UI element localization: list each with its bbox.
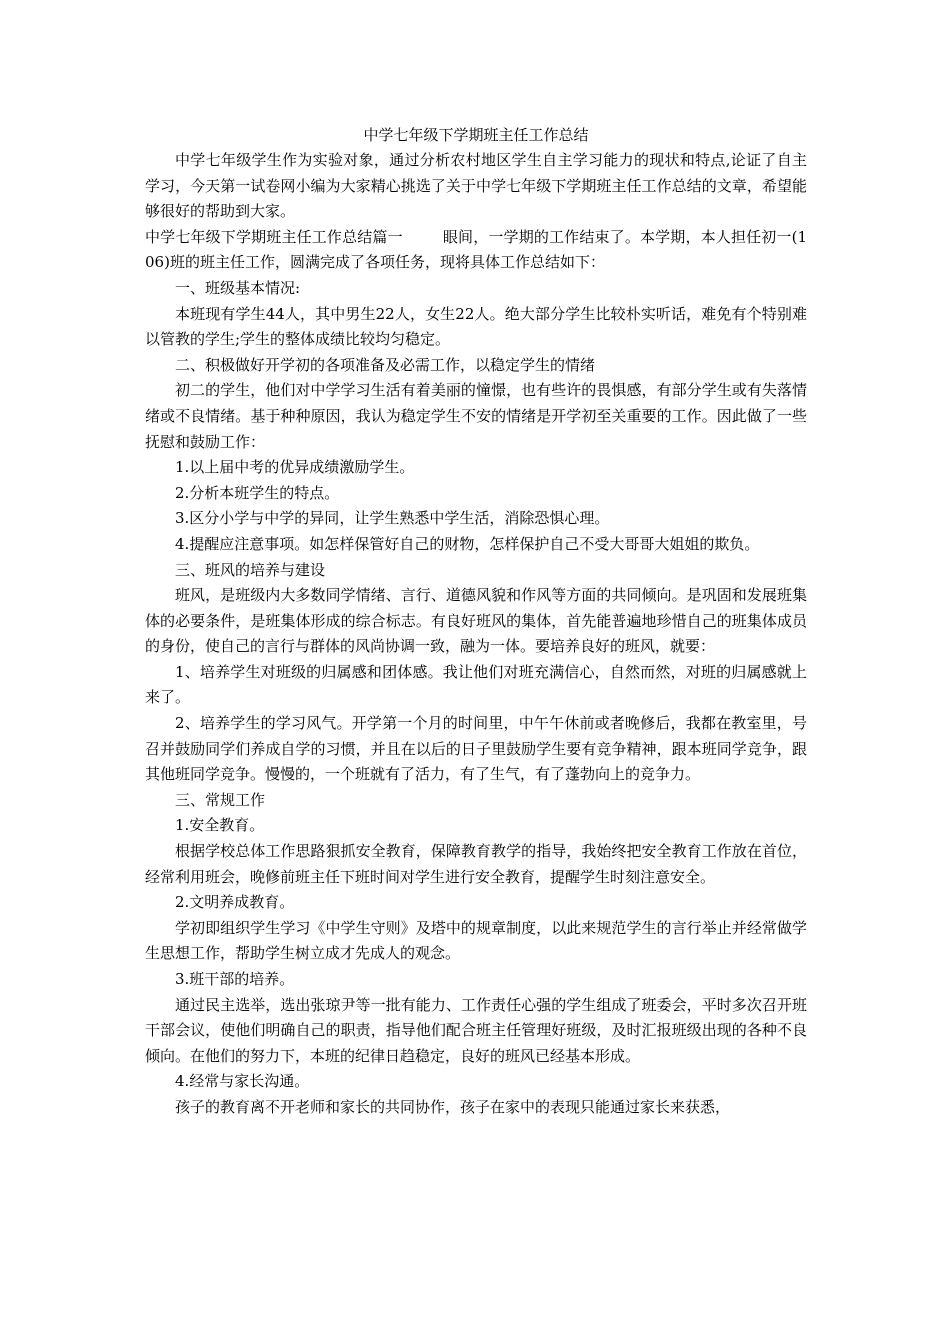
list-item: 4.提醒应注意事项。如怎样保管好自己的财物，怎样保护自己不受大哥哥大姐姐的欺负。 — [175, 534, 760, 553]
section-heading-basic: 一、班级基本情况: — [175, 278, 301, 297]
list-item: 2.分析本班学生的特点。 — [175, 483, 340, 502]
subheading: 4.经常与家长沟通。 — [175, 1072, 310, 1091]
part-one-text: 眼间，一学期的工作结束了。本学期，本人担任初一(106)班的班主任工作，圆满完成了各项任务，现将具体工作总结如下： — [145, 227, 807, 272]
section-heading-class-style: 三、班风的培养与建设 — [175, 560, 326, 579]
subheading: 2.文明养成教育。 — [175, 893, 295, 912]
list-item: 3.区分小学与中学的异同，让学生熟悉中学生活，消除恐惧心理。 — [175, 509, 610, 528]
list-item: 1、培养学生对班级的归属感和团体感。我让他们对班充满信心，自然而然，对班的归属感就上来了。 — [145, 662, 807, 707]
body-paragraph: 学初即组织学生学习《中学生守则》及塔中的规章制度，以此来规范学生的言行举止并经常做学生思想工作，帮助学生树立成才先成人的观念。 — [145, 918, 807, 963]
body-paragraph: 通过民主选举，选出张琼尹等一批有能力、工作责任心强的学生组成了班委会，平时多次召开班干部会议，使他们明确自己的职责，指导他们配合班主任管理好班级，及时汇报班级出现的各种不良倾向。在他们的努力下，本班的纪律日趋稳定，良好的班风已经基本形成。 — [145, 995, 807, 1065]
body-paragraph: 本班现有学生44人，其中男生22人，女生22人。绝大部分学生比较朴实听话，难免有个特别难以管教的学生;学生的整体成绩比较均匀稳定。 — [145, 304, 807, 349]
intro-paragraph: 中学七年级学生作为实验对象，通过分析农村地区学生自主学习能力的现状和特点,论证了自主学习，今天第一试卷网小编为大家精心挑选了关于中学七年级下学期班主任工作总结的文章，希望能够很好的帮助到大家。 — [145, 151, 807, 221]
list-item: 2、培养学生的学习风气。开学第一个月的时间里，中午午休前或者晚修后，我都在教室里，号召并鼓励同学们养成自学的习惯，并且在以后的日子里鼓励学生要有竞争精神，跟本班同学竞争，跟其他班同学竞争。慢慢的，一个班就有了活力，有了生气，有了蓬勃向上的竞争力。 — [145, 714, 807, 784]
subheading: 1.安全教育。 — [175, 816, 265, 835]
body-paragraph: 根据学校总体工作思路狠抓安全教育，保障教育教学的指导，我始终把安全教育工作放在首位，经常利用班会，晚修前班主任下班时间对学生进行安全教育，提醒学生时刻注意安全。 — [145, 842, 807, 886]
part-one-paragraph — [145, 225, 807, 276]
section-heading-routine: 三、常规工作 — [175, 790, 266, 809]
document-page — [145, 122, 807, 1121]
body-paragraph: 孩子的教育离不开老师和家长的共同协作，孩子在家中的表现只能通过家长来获悉， — [175, 1097, 731, 1116]
list-item: 1.以上届中考的优异成绩激励学生。 — [175, 458, 415, 477]
body-paragraph: 班风，是班级内大多数同学情绪、言行、道德风貌和作风等方面的共同倾向。是巩固和发展班集体的必要条件，是班集体形成的综合标志。有良好班风的集体，首先能普遍地珍惜自己的班集体成员的身份，使自己的言行与群体的风尚协调一致，融为一体。要培养良好的班风，就要： — [145, 586, 807, 656]
document-title: 中学七年级下学期班主任工作总结 — [363, 126, 589, 144]
subheading: 3.班干部的培养。 — [175, 970, 295, 988]
part-one-label: 中学七年级下学期班主任工作总结篇一 — [145, 227, 403, 246]
section-heading-prep: 二、积极做好开学初的各项准备及必需工作，以稳定学生的情绪 — [175, 355, 596, 374]
body-paragraph: 初二的学生，他们对中学学习生活有着美丽的憧憬，也有些许的畏惧感，有部分学生或有失落情绪或不良情绪。基于种种原因，我认为稳定学生不安的情绪是开学初至关重要的工作。因此做了一些抚慰和鼓励工作： — [145, 381, 807, 451]
